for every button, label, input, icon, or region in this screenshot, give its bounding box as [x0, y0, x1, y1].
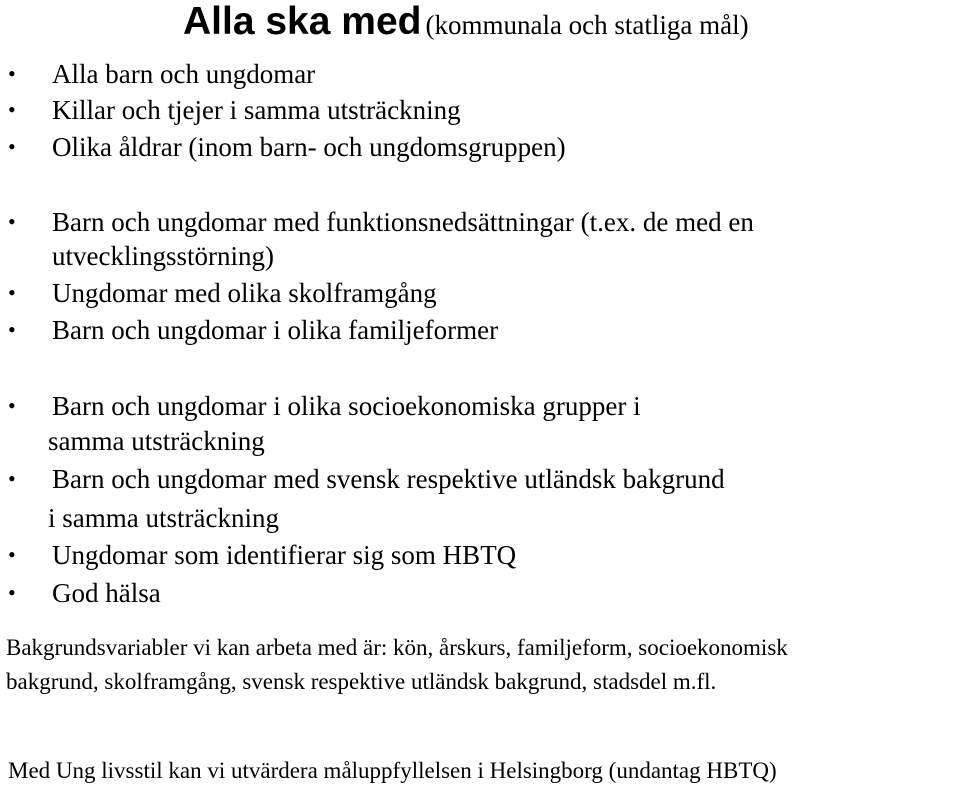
bullet-item-school-success: Ungdomar med olika skolframgång [52, 278, 437, 308]
bullet-item-socioeconomic-line2: samma utsträckning [48, 426, 265, 456]
bullet-marker: • [8, 393, 16, 418]
bullet-marker: • [8, 209, 16, 234]
bullet-item-all-children: Alla barn och ungdomar [52, 59, 316, 89]
slide-title [183, 0, 749, 52]
bullet-item-ages: Olika åldrar (inom barn- och ungdomsgruppen) [52, 132, 566, 162]
bullet-item-disabilities-line1: Barn och ungdomar med funktionsnedsättningar (t.ex. de med en [52, 207, 754, 237]
bullet-item-health: God hälsa [52, 578, 161, 608]
title-subtitle: (kommunala och statliga mål) [425, 10, 749, 40]
bullet-marker: • [8, 280, 16, 305]
bullet-item-disabilities-line2: utvecklingsstörning) [52, 241, 274, 271]
bullet-item-boys-girls: Killar och tjejer i samma utsträckning [52, 95, 461, 125]
bullet-marker: • [8, 580, 16, 605]
footer-note: Med Ung livsstil kan vi utvärdera måluppfyllelsen i Helsingborg (undantag HBTQ) [8, 758, 777, 783]
bullet-item-background-line2: i samma utsträckning [48, 503, 279, 533]
background-variables-line1: Bakgrundsvariabler vi kan arbeta med är: kön, årskurs, familjeform, socioekonomisk [6, 635, 788, 660]
bullet-marker: • [8, 466, 16, 491]
background-variables-line2: bakgrund, skolframgång, svensk respektive utländsk bakgrund, stadsdel m.fl. [6, 669, 717, 694]
bullet-marker: • [8, 97, 16, 122]
bullet-item-hbtq: Ungdomar som identifierar sig som HBTQ [52, 540, 517, 570]
bullet-marker: • [8, 317, 16, 342]
bullet-item-family-forms: Barn och ungdomar i olika familjeformer [52, 315, 499, 345]
bullet-marker: • [8, 61, 16, 86]
title-main: Alla ska med [183, 0, 422, 43]
bullet-item-background-line1: Barn och ungdomar med svensk respektive utländsk bakgrund [52, 464, 725, 494]
bullet-item-socioeconomic-line1: Barn och ungdomar i olika socioekonomiska grupper i [52, 391, 641, 421]
bullet-marker: • [8, 542, 16, 567]
bullet-marker: • [8, 134, 16, 159]
